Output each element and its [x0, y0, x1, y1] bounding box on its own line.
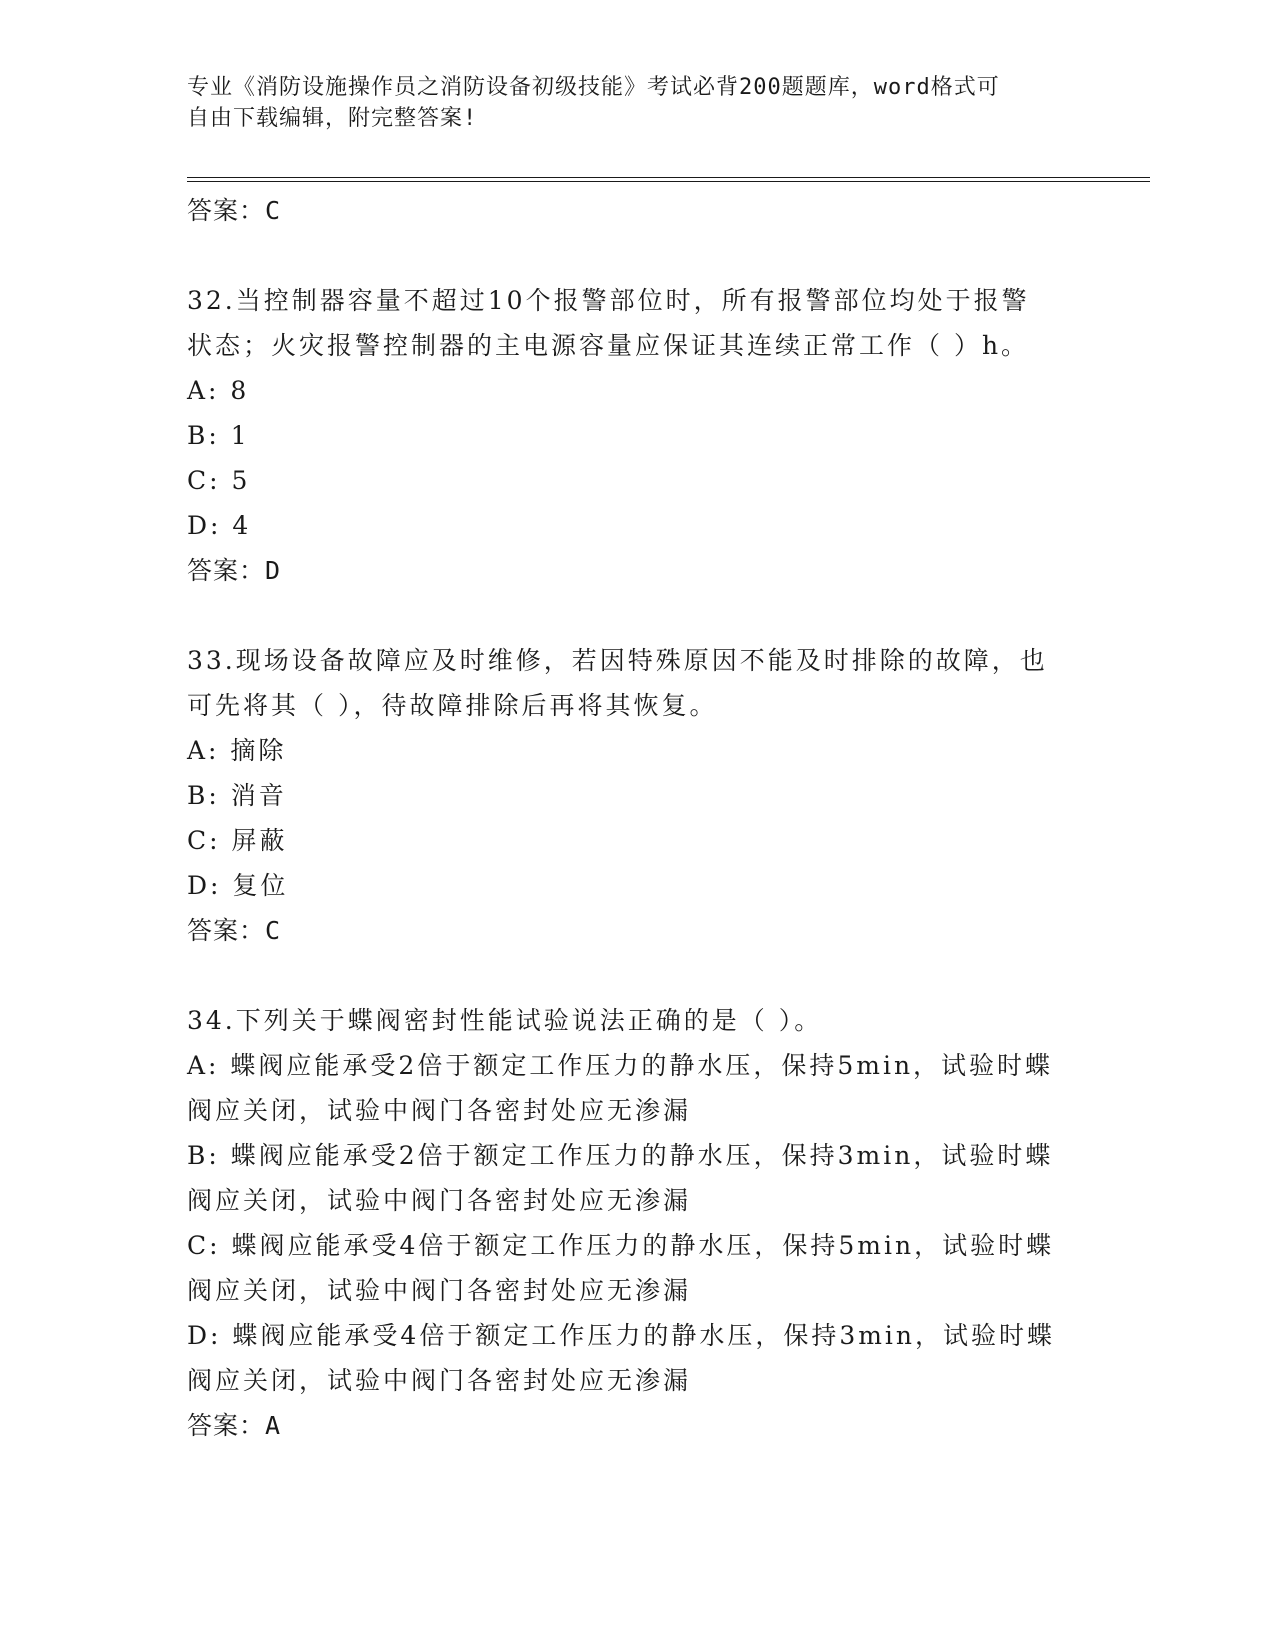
option-d-line-1: D: 蝶阀应能承受4倍于额定工作压力的静水压，保持3min，试验时蝶 — [187, 1321, 1056, 1350]
option-a-line-2: 阀应关闭，试验中阀门各密封处应无渗漏 — [187, 1096, 692, 1125]
question-34 — [187, 998, 1087, 1448]
option-d: D: 复位 — [187, 871, 289, 900]
question-stem-line: 状态；火灾报警控制器的主电源容量应保证其连续正常工作（ ）h。 — [187, 331, 1030, 360]
option-c: C: 屏蔽 — [187, 826, 288, 855]
question-stem-line: 34.下列关于蝶阀密封性能试验说法正确的是（ ）。 — [187, 1006, 823, 1035]
answer: 答案：D — [187, 556, 282, 585]
option-b-line-1: B: 蝶阀应能承受2倍于额定工作压力的静水压，保持3min，试验时蝶 — [187, 1141, 1054, 1170]
question-32 — [187, 278, 1087, 593]
header-rule-top — [187, 177, 1150, 178]
option-c-line-1: C: 蝶阀应能承受4倍于额定工作压力的静水压，保持5min，试验时蝶 — [187, 1231, 1055, 1260]
previous-answer: 答案：C — [187, 196, 282, 225]
header-line-1: 专业《消防设施操作员之消防设备初级技能》考试必背200题题库，word格式可 — [187, 75, 1000, 100]
spacer — [187, 233, 1087, 278]
answer: 答案：A — [187, 1411, 282, 1440]
option-c-line-2: 阀应关闭，试验中阀门各密封处应无渗漏 — [187, 1276, 692, 1305]
option-d-line-2: 阀应关闭，试验中阀门各密封处应无渗漏 — [187, 1366, 692, 1395]
option-a: A: 摘除 — [187, 736, 287, 765]
header-rule-bottom — [187, 181, 1150, 182]
option-a-line-1: A: 蝶阀应能承受2倍于额定工作压力的静水压，保持5min，试验时蝶 — [187, 1051, 1054, 1080]
question-stem-line: 33.现场设备故障应及时维修，若因特殊原因不能及时排除的故障，也 — [187, 646, 1048, 675]
option-b-line-2: 阀应关闭，试验中阀门各密封处应无渗漏 — [187, 1186, 692, 1215]
answer: 答案：C — [187, 916, 282, 945]
option-c: C: 5 — [187, 466, 251, 495]
document-header — [187, 72, 1087, 134]
header-line-2: 自由下载编辑，附完整答案! — [187, 106, 478, 131]
question-stem-line: 32.当控制器容量不超过10个报警部位时，所有报警部位均处于报警 — [187, 286, 1030, 315]
question-33 — [187, 638, 1087, 953]
spacer — [187, 593, 1087, 638]
option-b: B: 1 — [187, 421, 250, 450]
question-stem-line: 可先将其（ ），待故障排除后再将其恢复。 — [187, 691, 718, 720]
option-b: B: 消音 — [187, 781, 287, 810]
spacer — [187, 953, 1087, 998]
option-d: D: 4 — [187, 511, 252, 540]
question-content — [187, 188, 1087, 1448]
option-a: A: 8 — [187, 376, 250, 405]
